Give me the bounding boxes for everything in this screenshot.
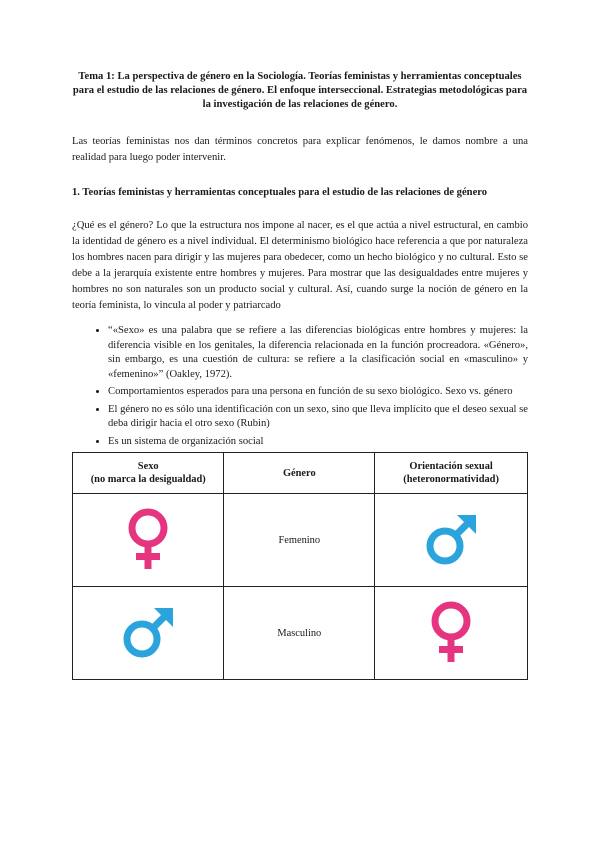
male-symbol-icon (421, 510, 481, 570)
list-item: • Comportamientos esperados para una persona en función de su sexo biológico. Sexo vs. género (108, 385, 528, 400)
cell-genero: Femenino (224, 494, 375, 587)
header-sexo: Sexo (no marca la desigualdad) (73, 453, 224, 494)
intro-paragraph: Las teorías feministas nos dan términos concretos para explicar fenómenos, le damos nombre a una realidad para luego poder intervenir. (72, 136, 528, 163)
table-header-row (73, 453, 528, 494)
header-orientacion: Orientación sexual (heteronormatividad) (375, 453, 528, 494)
gender-table (72, 452, 528, 680)
female-symbol-icon (426, 599, 476, 667)
list-item: • El género no es sólo una identificación con un sexo, sino que lleva implícito que el deseo sexual se deba dirigir hacia el otro sexo (Rubin) (108, 403, 528, 432)
cell-sexo (73, 587, 224, 680)
table-row (73, 494, 528, 587)
list-item: • “«Sexo» es una palabra que se refiere a las diferencias biológicas entre hombres y mujeres: la diferencia visible en los genitales, la diferencia relacionada en la función procreadora. «Género», sin embargo, es una cuestión de cultura: se refiere a la clasificación social en «masculino» y «femenino»” (Oakley, 1972). (108, 324, 528, 382)
cell-orientacion (375, 587, 528, 680)
document-page (72, 70, 528, 452)
section-heading: 1. Teorías feministas y herramientas conceptuales para el estudio de las relaciones de género (72, 187, 488, 198)
body-paragraph: ¿Qué es el género? Lo que la estructura nos impone al nacer, es el que actúa a nivel estructural, en cambio la identidad de género es a nivel individual. El determinismo biológico hace referencia a que por naturaleza los hombres nacen para dirigir y las mujeres para obedecer, como un hecho biológico y no cultural. Esto se debe a la jerarquía existente entre hombres y mujeres. Para mostrar que las desigualdades entre mujeres y hombres no son naturales son un producto social y cultural. Así, cuando surge la noción de género en la teoría feminista, lo vincula al poder y patriarcado (72, 220, 528, 311)
cell-orientacion (375, 494, 528, 587)
female-symbol-icon (123, 506, 173, 574)
cell-genero: Masculino (224, 587, 375, 680)
table-row (73, 587, 528, 680)
document-title: Tema 1: La perspectiva de género en la Sociología. Teorías feministas y herramientas conceptuales para el estudio de las relaciones de género. El enfoque interseccional. Estrategias metodológicas para la investigación de las relaciones de género. (72, 71, 528, 110)
male-symbol-icon (118, 603, 178, 663)
bullet-list (72, 324, 528, 449)
list-item: • Es un sistema de organización social (108, 435, 528, 450)
header-genero: Género (224, 453, 375, 494)
cell-sexo (73, 494, 224, 587)
